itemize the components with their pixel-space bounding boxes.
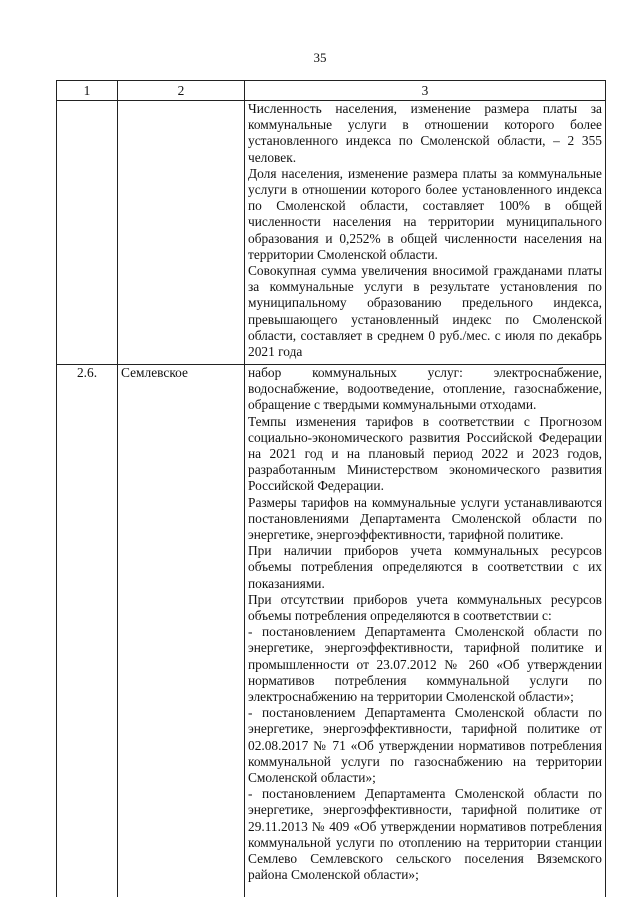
table-row	[57, 365, 606, 899]
column-header-3: 3	[245, 81, 606, 101]
paragraph-payment-increase: Совокупная сумма увеличения вносимой гражданами платы за коммунальные услуги в результате установления по муниципальному образованию предельного индекса, превышающего установленный индекс по Смоленской области, составляет в среднем 0 руб./мес. с июля по декабрь 2021 года	[248, 263, 602, 360]
row-number-cell: 2.6.	[57, 365, 118, 899]
municipality-name-cell: Семлевское	[118, 365, 245, 899]
table-row	[57, 101, 606, 365]
paragraph-population-share: Доля населения, изменение размера платы за коммунальные услуги в отношении которого более установленного индекса по Смоленской области, составляет 100% в общей численности населения на территории муниципального образования и 0,252% в общей численности населения на территории Смоленской области.	[248, 165, 602, 262]
page-bottom-edge	[56, 897, 606, 903]
paragraph-tariff-sizes: Размеры тарифов на коммунальные услуги устанавливаются постановлениями Департамента Смоленской области по энергетике, энергоэффективности, тарифной политике.	[248, 494, 602, 543]
paragraph-population: Численность населения, изменение размера платы за коммунальные услуги в отношении которого более установленного индекса по Смоленской области, – 2 355 человек.	[248, 101, 602, 165]
page-number: 35	[313, 50, 327, 65]
paragraph-meters-absent: При отсутствии приборов учета коммунальных ресурсов объемы потребления определяются в соответствии с:	[248, 591, 602, 624]
table-header-row	[57, 81, 606, 101]
paragraph-decree-gas: - постановлением Департамента Смоленской области по энергетике, энергоэффективности, тарифной политике от 02.08.2017 № 71 «Об утверждении нормативов потребления коммунальной услуги по газоснабжению на территории Смоленской области»;	[248, 705, 602, 786]
row-content-cell	[245, 101, 606, 365]
row-number-cell	[57, 101, 118, 365]
column-header-1: 1	[57, 81, 118, 101]
municipality-name-cell	[118, 101, 245, 365]
paragraph-services-set: набор коммунальных услуг: электроснабжение, водоснабжение, водоотведение, отопление, газоснабжение, обращение с твердыми коммунальными отходами.	[248, 365, 602, 413]
document-table	[56, 80, 606, 899]
row-content-cell	[245, 365, 606, 899]
column-header-2: 2	[118, 81, 245, 101]
paragraph-decree-heating: - постановлением Департамента Смоленской области по энергетике, энергоэффективности, тарифной политике от 29.11.2013 № 409 «Об утверждении нормативов потребления коммунальной услуги по отоплению на территории станции Семлево Семлевского сельского поселения Вяземского района Смоленской области»;	[248, 786, 602, 883]
paragraph-meters-present: При наличии приборов учета коммунальных ресурсов объемы потребления определяются в соответствии с их показаниями.	[248, 543, 602, 591]
paragraph-tariff-rates: Темпы изменения тарифов в соответствии с Прогнозом социально-экономического развития Российской Федерации на 2021 год и на плановый период 2022 и 2023 годов, разработанным Министерством экономического развития Российской Федерации.	[248, 413, 602, 494]
paragraph-decree-electricity: - постановлением Департамента Смоленской области по энергетике, энергоэффективности, тарифной политике и промышленности от 23.07.2012 № 260 «Об утверждении нормативов потребления коммунальной услуги по электроснабжению на территории Смоленской области»;	[248, 624, 602, 705]
